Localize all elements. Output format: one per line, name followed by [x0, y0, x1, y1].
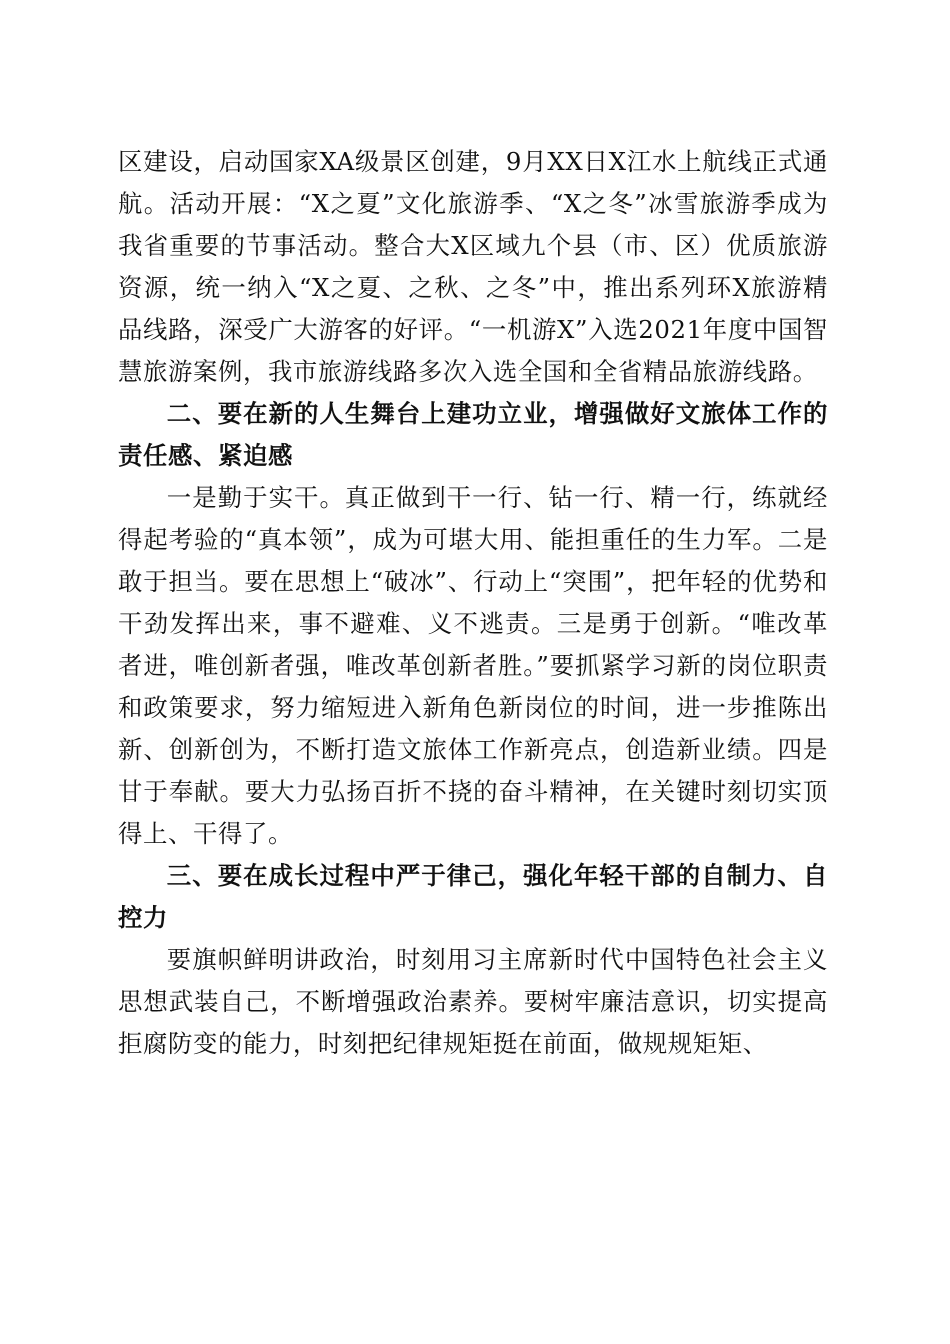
paragraph-section-three-body: 要旗帜鲜明讲政治，时刻用习主席新时代中国特色社会主义思想武装自己，不断增强政治素养。要树牢廉洁意识，切实提高拒腐防变的能力，时刻把纪律规矩挺在前面，做规规矩矩、 [118, 945, 828, 1058]
section-heading-two: 二、要在新的人生舞台上建功立业，增强做好文旅体工作的责任感、紧迫感 [118, 399, 828, 470]
document-body [118, 141, 828, 1065]
paragraph-intro-continuation: 区建设，启动国家XA级景区创建，9月XX日X江水上航线正式通航。活动开展：“X之夏”文化旅游季、“X之冬”冰雪旅游季成为我省重要的节事活动。整合大X区域九个县（市、区）优质旅游资源，统一纳入“X之夏、之秋、之冬”中，推出系列环X旅游精品线路，深受广大游客的好评。“一机游X”入选2021年度中国智慧旅游案例，我市旅游线路多次入选全国和全省精品旅游线路。 [118, 147, 828, 386]
paragraph-section-two-body: 一是勤于实干。真正做到干一行、钻一行、精一行，练就经得起考验的“真本领”，成为可堪大用、能担重任的生力军。二是敢于担当。要在思想上“破冰”、行动上“突围”，把年轻的优势和干劲发挥出来，事不避难、义不逃责。三是勇于创新。“唯改革者进，唯创新者强，唯改革创新者胜。”要抓紧学习新的岗位职责和政策要求，努力缩短进入新角色新岗位的时间，进一步推陈出新、创新创为，不断打造文旅体工作新亮点，创造新业绩。四是甘于奉献。要大力弘扬百折不挠的奋斗精神，在关键时刻切实顶得上、干得了。 [118, 483, 828, 848]
section-heading-three: 三、要在成长过程中严于律己，强化年轻干部的自制力、自控力 [118, 861, 828, 932]
